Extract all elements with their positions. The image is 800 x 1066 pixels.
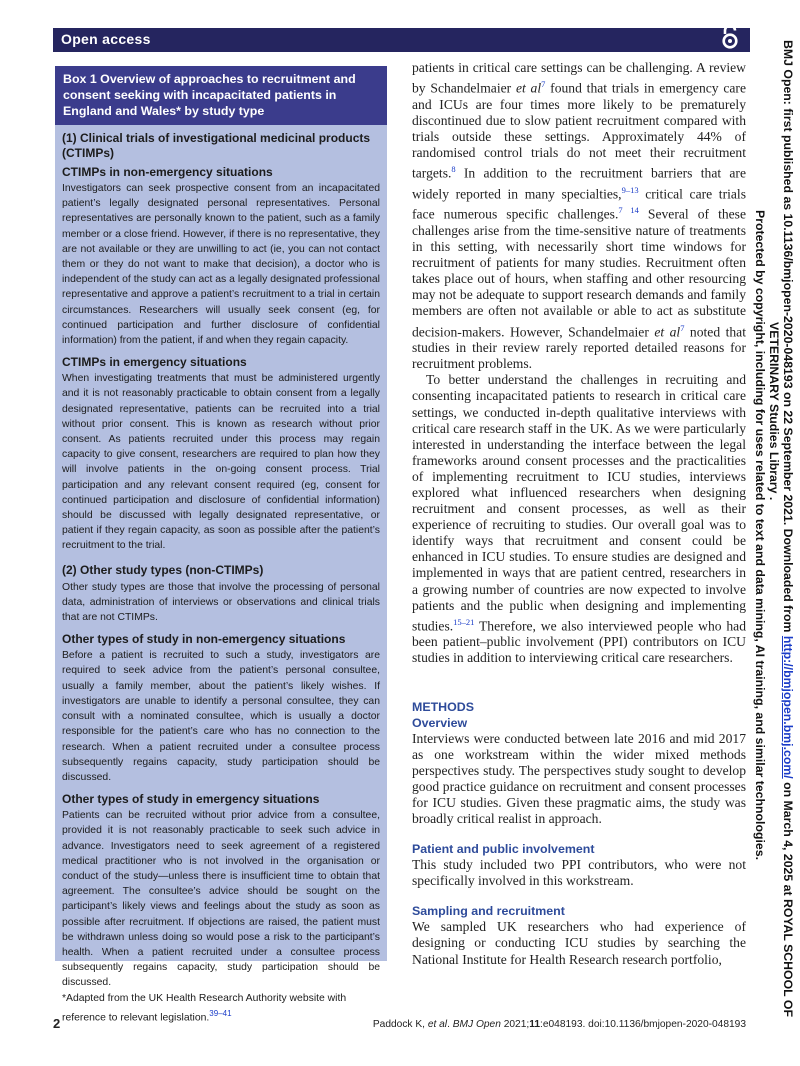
box-subheading: Other types of study in non-emergency situations [62,632,346,647]
citation-footer: Paddock K, et al. BMJ Open 2021;11:e048193. doi:10.1136/bmjopen-2020-048193 [372,1019,746,1030]
box-paragraph: When investigating treatments that must be administered urgently and it is not reasonably practicable to obtain consent from a legally designated representative, patients can be recruited into a trial without prior consent. This is known as research without prior consent. As patients recruited under this process may regain capacity to give consent, researchers are required to plan how they will involve patients in the on-going consent process. Trial participation and any relevant consent required (eg, consent for continued participation and disclosure of confidential information) should be discussed with legally designated representative, or patient if they regain capacity, as soon as possible after the patient’s recruitment to the trial. [62,373,380,552]
open-access-label: Open access [61,31,151,47]
body-paragraph: Interviews were conducted between late 2016 and mid 2017 as one workstream within the wider mixed methods perspectives study. The perspectives study sought to develop good practice guidance on recruitment and consent processes for ICU studies. Given these pragmatic aims, the study was broadly critical realist in approach. [412,730,746,827]
box-subheading: CTIMPs in non-emergency situations [62,165,273,179]
box-paragraph: Investigators can seek prospective consent from an incapacitated patient’s legally designated personal representatives. Personal representatives are personally known to the patient, such as a family member or a close friend. However, if there is no representative, they are not available or they are unwilling to act (ie, you can not contact them or they do not want to make that decision), a doctor who is independent of the study can act as a legally designated professional representative and approve a patient’s recruitment to a trial in certain circumstances. Researchers will usually seek consent (eg, for continued participation and further disclosure of confidential information) from the patient, if and when they regain capacity. [62,183,380,347]
box-title: Box 1 Overview of approaches to recruitment and consent seeking with incapacitated patients in England and Wales* by study type [55,66,387,125]
reference-link[interactable]: 7 [541,79,546,90]
box-paragraph: Before a patient is recruited to such a study, investigators are required to seek advice from the patient’s personal consultee, usually a family member, about the patient’s likely wishes. If investigators are unable to identify a personal consultee, they can consult with a nominated consultee, which is usually a doctor responsible for the patient’s care who has no connection to the research. When a patient recruited under a consultee process subsequently regains capacity, study participation should be discussed. [62,650,380,783]
box-1 [55,66,387,1024]
main-text-column [412,60,746,968]
reference-link[interactable]: 39–41 [209,1008,232,1018]
side-line-2: VETERINARY Studies Library . [767,322,781,501]
reference-link[interactable]: 7 14 [618,205,639,216]
methods-heading: METHODS [412,699,474,714]
box-section-ctimps: (1) Clinical trials of investigational medicinal products (CTIMPs) [62,131,371,160]
page-number: 2 [53,1016,61,1031]
reference-link[interactable]: 7 [680,322,685,333]
body-paragraph: We sampled UK researchers who had experience of designing or conducting ICU studies by searching the National Institute for Health Research research portfolio, [412,919,746,967]
box-footnote: *Adapted from the UK Health Research Authority website with reference to relevant legislation.$^{39-41}$ [62,992,347,1024]
sampling-heading: Sampling and recruitment [412,904,565,919]
side-watermark [753,40,800,1017]
body-paragraph: patients in critical care settings can be challenging. A review by Schandelmaier et $al^7$ found that trials in emergency care and ICUs are four times more likely to be prematurely discontinued due to slow patient recruitment compared with trials outside these settings. Approximately 44% of randomised control trials do not meet their recruitment targets.$^8$ In addition to the recruitment barriers that are widely reported in many specialties,$^{9-13}$ critical care trials face numerous specific challenges.$^{7 14}$ Several of these challenges arise from the time-sensitive nature of treatments in this setting, with necessarily short time windows for recruitment of patients for many studies. Recruitment often takes place out of hours, when staffing and other resourcing may not be adequate to support research demands and family members are often not available or able to act as substitute decision-makers. However, Schandelmaier et $al^7$ noted that studies in their review rarely reported detailed reasons for recruitment problems. [412,60,746,372]
bmjopen-link[interactable]: http://bmjopen.bmj.com/ [781,635,795,779]
reference-link[interactable]: 9–13 [621,184,639,195]
ppi-heading: Patient and public involvement [412,842,595,857]
overview-heading: Overview [412,715,468,730]
journal-header-bar [53,28,750,52]
side-line-1: BMJ Open: first published as 10.1136/bmjopen-2020-048193 on 22 September 2021. Downloaded from http://bmjopen.bmj.com/ on March 4, 2025 at ROYAL SCHOOL OF [781,40,795,1017]
box-paragraph: Other study types are those that involve the processing of personal data, administration of interviews or observations and clinical trials that are not CTIMPs. [62,581,380,624]
box-subheading: Other types of study in emergency situations [62,792,320,807]
side-line-3: Protected by copyright, including for uses related to text and data mining, AI training, and similar technologies. [753,210,767,861]
body-paragraph: To better understand the challenges in recruiting and consenting incapacitated patients to research in critical care settings, we conducted in-depth qualitative interviews with critical care research staff in the UK. As we were particularly interested in understanding the interface between the legal frameworks around consent processes and the practicalities of implementing recruitment to ICU studies, interviews explored what influenced researchers when designing recruitment and consent processes, as well as their experience of recruiting to studies. Our overall goal was to identify ways that recruitment and consent could be enhanced in ICU studies. To ensure studies are designed and implemented in ways that are patient centred, researchers in a growing number of countries are now expected to involve patients and the public when designing and implementing studies.$^{15-21}$ Therefore, we also interviewed people who had been patient–public involvement (PPI) contributors on ICU studies in addition to interviewing critical care researchers. [412,372,746,666]
body-paragraph: This study included two PPI contributors, who were not specifically involved in this workstream. [412,857,746,889]
reference-link[interactable]: 8 [451,164,456,175]
box-section-non-ctimps: (2) Other study types (non-CTIMPs) [62,562,264,577]
reference-link[interactable]: 15–21 [453,616,475,627]
box-subheading: CTIMPs in emergency situations [62,355,247,370]
box-paragraph: Patients can be recruited without prior advice from a consultee, provided it is not reasonably practicable to seek such advice in advance. Investigators need to seek agreement of a registered medical practitioner who is not involved in the organisation or conduct of the study—unless there is insufficient time to obtain that agreement. The consultee’s advice should be sought on the participant’s likely views and feelings about the study as soon as possible after recruitment. If objections are raised, the patient must be withdrawn unless doing so would pose a risk to the participant’s health. When a patient recruited under a consultee process subsequently regains capacity, study participation should be discussed. [62,810,380,989]
open-access-icon [718,24,742,50]
